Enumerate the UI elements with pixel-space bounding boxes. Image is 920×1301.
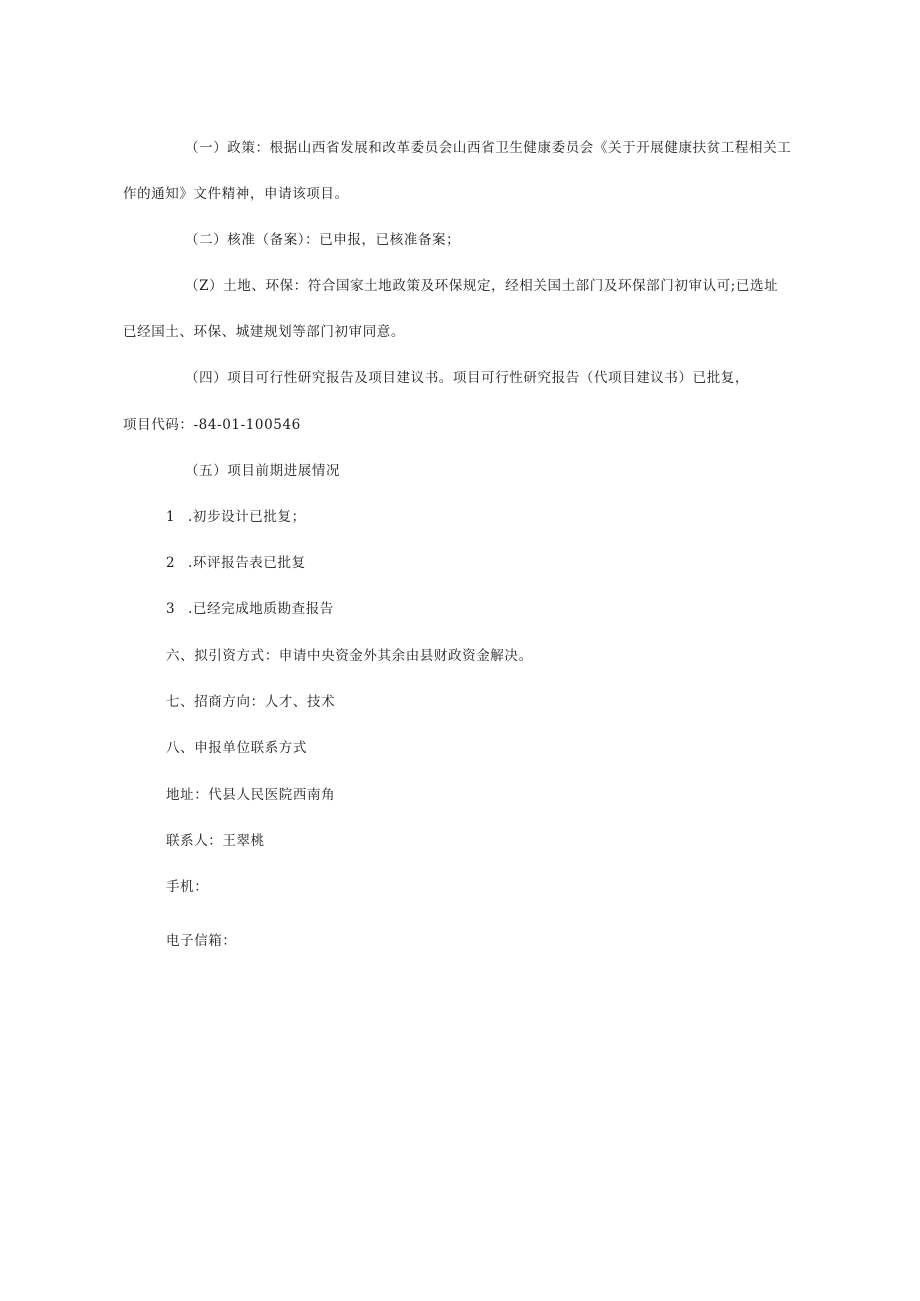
address-line: 地址：代县人民医院西南角: [166, 787, 336, 803]
email-line: 电子信箱：: [166, 933, 237, 949]
phone-line: 手机：: [166, 879, 209, 895]
feasibility-line-1: （四）项目可行性研究报告及项目建议书。项目可行性研究报告（代项目建议书）已批复，: [185, 370, 749, 386]
project-code-line: 项目代码：-84-01-100546: [123, 417, 301, 433]
contact-person-line: 联系人：王翠桃: [166, 833, 265, 849]
progress-item-number: 3: [166, 601, 176, 617]
progress-title: （五）项目前期进展情况: [185, 463, 341, 479]
progress-item-number: 2: [166, 555, 176, 571]
progress-item-number: 1: [166, 509, 176, 525]
policy-line-2: 作的通知》文件精神，申请该项目。: [123, 186, 349, 202]
progress-item-text: .环评报告表已批复: [188, 555, 306, 571]
policy-line-1: （一）政策：根据山西省发展和改革委员会山西省卫生健康委员会《关于开展健康扶贫工程相关工: [185, 140, 792, 156]
approval-line: （二）核准（备案）：已申报，已核准备案；: [185, 232, 461, 248]
funding-line: 六、拟引资方式：申请中央资金外其余由县财政资金解决。: [166, 648, 533, 664]
land-line-2: 已经国土、环保、城建规划等部门初审同意。: [123, 324, 405, 340]
land-line-1: （Z）土地、环保：符合国家土地政策及环保规定，经相关国土部门及环保部门初审认可;已选址: [185, 278, 779, 294]
progress-item-1: [166, 508, 306, 526]
progress-item-text: .初步设计已批复；: [188, 509, 306, 525]
contact-title: 八、申报单位联系方式: [166, 740, 307, 756]
progress-item-2: [166, 554, 306, 572]
progress-item-3: [166, 600, 334, 618]
investment-line: 七、招商方向：人才、技术: [166, 694, 336, 710]
progress-item-text: .已经完成地质勘查报告: [188, 601, 334, 617]
